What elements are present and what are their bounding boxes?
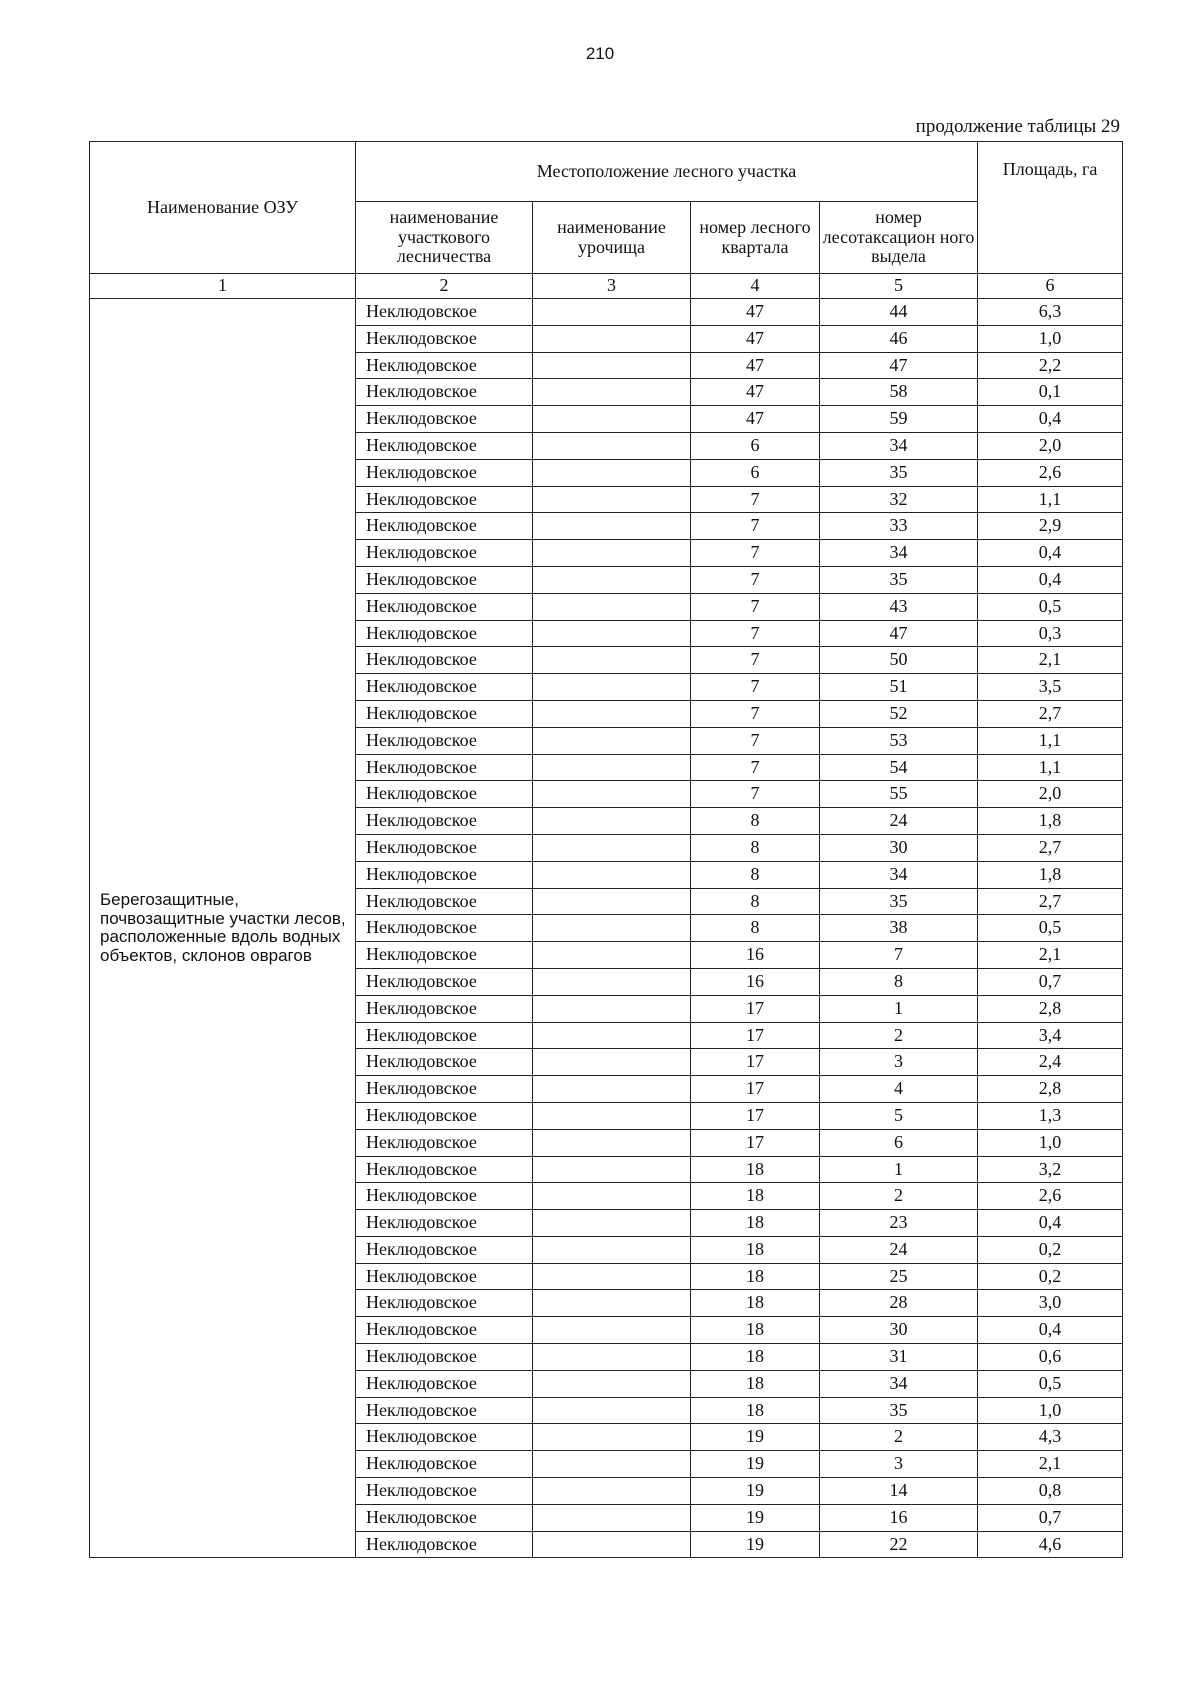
quarter-cell: 17 bbox=[691, 1129, 820, 1156]
header-quarter: номер лесного квартала bbox=[691, 202, 820, 274]
unit-cell: 50 bbox=[820, 647, 978, 674]
forestry-cell: Неклюдовское bbox=[356, 459, 533, 486]
forestry-cell: Неклюдовское bbox=[356, 1531, 533, 1558]
unit-cell: 3 bbox=[820, 1451, 978, 1478]
page-number: 210 bbox=[585, 44, 615, 63]
forestry-cell: Неклюдовское bbox=[356, 1290, 533, 1317]
forestry-cell: Неклюдовское bbox=[356, 808, 533, 835]
unit-cell: 24 bbox=[820, 1236, 978, 1263]
forestry-cell: Неклюдовское bbox=[356, 620, 533, 647]
area-cell: 0,4 bbox=[978, 1210, 1123, 1237]
unit-cell: 14 bbox=[820, 1478, 978, 1505]
area-cell: 4,6 bbox=[978, 1531, 1123, 1558]
header-area: Площадь, га bbox=[978, 142, 1123, 274]
area-cell: 2,6 bbox=[978, 1183, 1123, 1210]
area-cell: 2,8 bbox=[978, 995, 1123, 1022]
area-cell: 1,8 bbox=[978, 861, 1123, 888]
forestry-cell: Неклюдовское bbox=[356, 1344, 533, 1371]
quarter-cell: 18 bbox=[691, 1397, 820, 1424]
area-cell: 2,1 bbox=[978, 942, 1123, 969]
area-cell: 2,2 bbox=[978, 352, 1123, 379]
area-cell: 2,1 bbox=[978, 1451, 1123, 1478]
tract-cell bbox=[533, 513, 691, 540]
tract-cell bbox=[533, 1236, 691, 1263]
forestry-cell: Неклюдовское bbox=[356, 1102, 533, 1129]
quarter-cell: 7 bbox=[691, 566, 820, 593]
area-cell: 0,6 bbox=[978, 1344, 1123, 1371]
tract-cell bbox=[533, 1210, 691, 1237]
unit-cell: 7 bbox=[820, 942, 978, 969]
forestry-cell: Неклюдовское bbox=[356, 754, 533, 781]
forestry-cell: Неклюдовское bbox=[356, 834, 533, 861]
forestry-cell: Неклюдовское bbox=[356, 1263, 533, 1290]
forestry-cell: Неклюдовское bbox=[356, 727, 533, 754]
forestry-cell: Неклюдовское bbox=[356, 915, 533, 942]
tract-cell bbox=[533, 1049, 691, 1076]
area-cell: 2,0 bbox=[978, 781, 1123, 808]
header-name: Наименование ОЗУ bbox=[90, 142, 356, 274]
area-cell: 6,3 bbox=[978, 299, 1123, 326]
quarter-cell: 47 bbox=[691, 379, 820, 406]
forestry-cell: Неклюдовское bbox=[356, 1129, 533, 1156]
forestry-cell: Неклюдовское bbox=[356, 1478, 533, 1505]
tract-cell bbox=[533, 1290, 691, 1317]
forestry-cell: Неклюдовское bbox=[356, 486, 533, 513]
quarter-cell: 47 bbox=[691, 352, 820, 379]
forestry-cell: Неклюдовское bbox=[356, 325, 533, 352]
forestry-cell: Неклюдовское bbox=[356, 1049, 533, 1076]
tract-cell bbox=[533, 700, 691, 727]
quarter-cell: 6 bbox=[691, 432, 820, 459]
area-cell: 1,0 bbox=[978, 325, 1123, 352]
unit-cell: 28 bbox=[820, 1290, 978, 1317]
quarter-cell: 17 bbox=[691, 995, 820, 1022]
unit-cell: 34 bbox=[820, 861, 978, 888]
quarter-cell: 19 bbox=[691, 1478, 820, 1505]
quarter-cell: 7 bbox=[691, 593, 820, 620]
area-cell: 2,1 bbox=[978, 647, 1123, 674]
quarter-cell: 17 bbox=[691, 1049, 820, 1076]
quarter-cell: 47 bbox=[691, 325, 820, 352]
unit-cell: 55 bbox=[820, 781, 978, 808]
quarter-cell: 8 bbox=[691, 888, 820, 915]
area-cell: 0,7 bbox=[978, 968, 1123, 995]
area-cell: 2,0 bbox=[978, 432, 1123, 459]
forestry-cell: Неклюдовское bbox=[356, 1424, 533, 1451]
tract-cell bbox=[533, 781, 691, 808]
area-cell: 0,5 bbox=[978, 593, 1123, 620]
forestry-cell: Неклюдовское bbox=[356, 1156, 533, 1183]
unit-cell: 32 bbox=[820, 486, 978, 513]
forestry-cell: Неклюдовское bbox=[356, 1022, 533, 1049]
tract-cell bbox=[533, 1344, 691, 1371]
forestry-cell: Неклюдовское bbox=[356, 1076, 533, 1103]
tract-cell bbox=[533, 674, 691, 701]
unit-cell: 22 bbox=[820, 1531, 978, 1558]
forestry-cell: Неклюдовское bbox=[356, 1451, 533, 1478]
quarter-cell: 7 bbox=[691, 620, 820, 647]
area-cell: 2,6 bbox=[978, 459, 1123, 486]
quarter-cell: 7 bbox=[691, 513, 820, 540]
tract-cell bbox=[533, 1076, 691, 1103]
area-cell: 2,7 bbox=[978, 700, 1123, 727]
quarter-cell: 7 bbox=[691, 754, 820, 781]
unit-cell: 5 bbox=[820, 1102, 978, 1129]
forestry-cell: Неклюдовское bbox=[356, 942, 533, 969]
forestry-cell: Неклюдовское bbox=[356, 566, 533, 593]
quarter-cell: 8 bbox=[691, 808, 820, 835]
column-number: 2 bbox=[356, 274, 533, 299]
tract-cell bbox=[533, 486, 691, 513]
unit-cell: 34 bbox=[820, 540, 978, 567]
unit-cell: 47 bbox=[820, 620, 978, 647]
tract-cell bbox=[533, 1478, 691, 1505]
tract-cell bbox=[533, 593, 691, 620]
quarter-cell: 18 bbox=[691, 1370, 820, 1397]
header-location-group: Местоположение лесного участка bbox=[356, 142, 978, 202]
header-tract: наименование урочища bbox=[533, 202, 691, 274]
tract-cell bbox=[533, 379, 691, 406]
tract-cell bbox=[533, 808, 691, 835]
unit-cell: 2 bbox=[820, 1424, 978, 1451]
tract-cell bbox=[533, 1504, 691, 1531]
forestry-cell: Неклюдовское bbox=[356, 781, 533, 808]
table-caption: продолжение таблицы 29 bbox=[915, 116, 1120, 137]
tract-cell bbox=[533, 620, 691, 647]
unit-cell: 59 bbox=[820, 406, 978, 433]
unit-cell: 8 bbox=[820, 968, 978, 995]
area-cell: 0,3 bbox=[978, 620, 1123, 647]
quarter-cell: 18 bbox=[691, 1344, 820, 1371]
unit-cell: 34 bbox=[820, 432, 978, 459]
area-cell: 2,7 bbox=[978, 834, 1123, 861]
forestry-cell: Неклюдовское bbox=[356, 647, 533, 674]
forestry-cell: Неклюдовское bbox=[356, 540, 533, 567]
area-cell: 1,1 bbox=[978, 727, 1123, 754]
tract-cell bbox=[533, 1424, 691, 1451]
area-cell: 0,4 bbox=[978, 406, 1123, 433]
quarter-cell: 47 bbox=[691, 299, 820, 326]
unit-cell: 35 bbox=[820, 1397, 978, 1424]
table-row bbox=[90, 299, 1123, 326]
unit-cell: 4 bbox=[820, 1076, 978, 1103]
forestry-cell: Неклюдовское bbox=[356, 352, 533, 379]
tract-cell bbox=[533, 1370, 691, 1397]
area-cell: 1,3 bbox=[978, 1102, 1123, 1129]
tract-cell bbox=[533, 834, 691, 861]
unit-cell: 25 bbox=[820, 1263, 978, 1290]
quarter-cell: 6 bbox=[691, 459, 820, 486]
unit-cell: 44 bbox=[820, 299, 978, 326]
forestry-cell: Неклюдовское bbox=[356, 1370, 533, 1397]
forestry-cell: Неклюдовское bbox=[356, 888, 533, 915]
group-name-cell: Берегозащитные, почвозащитные участки лесов, расположенные вдоль водных объектов, склонов оврагов bbox=[90, 299, 356, 1558]
tract-cell bbox=[533, 352, 691, 379]
quarter-cell: 17 bbox=[691, 1022, 820, 1049]
area-cell: 2,4 bbox=[978, 1049, 1123, 1076]
unit-cell: 3 bbox=[820, 1049, 978, 1076]
forestry-cell: Неклюдовское bbox=[356, 861, 533, 888]
quarter-cell: 18 bbox=[691, 1263, 820, 1290]
quarter-cell: 8 bbox=[691, 861, 820, 888]
unit-cell: 31 bbox=[820, 1344, 978, 1371]
tract-cell bbox=[533, 915, 691, 942]
quarter-cell: 19 bbox=[691, 1504, 820, 1531]
forestry-cell: Неклюдовское bbox=[356, 593, 533, 620]
unit-cell: 6 bbox=[820, 1129, 978, 1156]
area-cell: 2,8 bbox=[978, 1076, 1123, 1103]
quarter-cell: 18 bbox=[691, 1183, 820, 1210]
forestry-cell: Неклюдовское bbox=[356, 432, 533, 459]
forestry-cell: Неклюдовское bbox=[356, 1317, 533, 1344]
unit-cell: 54 bbox=[820, 754, 978, 781]
tract-cell bbox=[533, 459, 691, 486]
forestry-cell: Неклюдовское bbox=[356, 1210, 533, 1237]
area-cell: 0,2 bbox=[978, 1263, 1123, 1290]
quarter-cell: 8 bbox=[691, 915, 820, 942]
unit-cell: 34 bbox=[820, 1370, 978, 1397]
tract-cell bbox=[533, 754, 691, 781]
area-cell: 0,5 bbox=[978, 915, 1123, 942]
column-numbers-row bbox=[90, 274, 1123, 299]
tract-cell bbox=[533, 432, 691, 459]
quarter-cell: 18 bbox=[691, 1317, 820, 1344]
column-number: 4 bbox=[691, 274, 820, 299]
area-cell: 0,5 bbox=[978, 1370, 1123, 1397]
forestry-cell: Неклюдовское bbox=[356, 968, 533, 995]
quarter-cell: 19 bbox=[691, 1424, 820, 1451]
unit-cell: 16 bbox=[820, 1504, 978, 1531]
quarter-cell: 7 bbox=[691, 486, 820, 513]
forestry-cell: Неклюдовское bbox=[356, 1236, 533, 1263]
area-cell: 1,8 bbox=[978, 808, 1123, 835]
column-number: 3 bbox=[533, 274, 691, 299]
forestry-cell: Неклюдовское bbox=[356, 1397, 533, 1424]
area-cell: 2,7 bbox=[978, 888, 1123, 915]
area-cell: 0,4 bbox=[978, 1317, 1123, 1344]
tract-cell bbox=[533, 1317, 691, 1344]
quarter-cell: 7 bbox=[691, 781, 820, 808]
tract-cell bbox=[533, 1263, 691, 1290]
forestry-cell: Неклюдовское bbox=[356, 1504, 533, 1531]
forestry-cell: Неклюдовское bbox=[356, 299, 533, 326]
unit-cell: 52 bbox=[820, 700, 978, 727]
unit-cell: 35 bbox=[820, 888, 978, 915]
area-cell: 3,5 bbox=[978, 674, 1123, 701]
tract-cell bbox=[533, 968, 691, 995]
forestry-cell: Неклюдовское bbox=[356, 379, 533, 406]
tract-cell bbox=[533, 1531, 691, 1558]
area-cell: 1,1 bbox=[978, 486, 1123, 513]
tract-cell bbox=[533, 299, 691, 326]
quarter-cell: 18 bbox=[691, 1290, 820, 1317]
quarter-cell: 7 bbox=[691, 647, 820, 674]
header-unit: номер лесотаксацион ного выдела bbox=[820, 202, 978, 274]
header-forestry: наименование участкового лесничества bbox=[356, 202, 533, 274]
area-cell: 3,4 bbox=[978, 1022, 1123, 1049]
quarter-cell: 18 bbox=[691, 1210, 820, 1237]
unit-cell: 53 bbox=[820, 727, 978, 754]
unit-cell: 35 bbox=[820, 459, 978, 486]
area-cell: 0,8 bbox=[978, 1478, 1123, 1505]
forestry-cell: Неклюдовское bbox=[356, 406, 533, 433]
unit-cell: 1 bbox=[820, 995, 978, 1022]
area-cell: 2,9 bbox=[978, 513, 1123, 540]
area-cell: 0,7 bbox=[978, 1504, 1123, 1531]
unit-cell: 51 bbox=[820, 674, 978, 701]
unit-cell: 38 bbox=[820, 915, 978, 942]
column-number: 6 bbox=[978, 274, 1123, 299]
tract-cell bbox=[533, 995, 691, 1022]
area-cell: 0,4 bbox=[978, 566, 1123, 593]
tract-cell bbox=[533, 1397, 691, 1424]
tract-cell bbox=[533, 406, 691, 433]
forestry-cell: Неклюдовское bbox=[356, 700, 533, 727]
area-cell: 1,0 bbox=[978, 1397, 1123, 1424]
area-cell: 0,2 bbox=[978, 1236, 1123, 1263]
area-cell: 3,2 bbox=[978, 1156, 1123, 1183]
tract-cell bbox=[533, 566, 691, 593]
quarter-cell: 7 bbox=[691, 674, 820, 701]
column-number: 5 bbox=[820, 274, 978, 299]
quarter-cell: 18 bbox=[691, 1156, 820, 1183]
tract-cell bbox=[533, 942, 691, 969]
area-cell: 0,4 bbox=[978, 540, 1123, 567]
quarter-cell: 7 bbox=[691, 540, 820, 567]
quarter-cell: 17 bbox=[691, 1076, 820, 1103]
tract-cell bbox=[533, 861, 691, 888]
unit-cell: 47 bbox=[820, 352, 978, 379]
column-number: 1 bbox=[90, 274, 356, 299]
quarter-cell: 16 bbox=[691, 968, 820, 995]
tract-cell bbox=[533, 1451, 691, 1478]
tract-cell bbox=[533, 1183, 691, 1210]
quarter-cell: 19 bbox=[691, 1531, 820, 1558]
quarter-cell: 18 bbox=[691, 1236, 820, 1263]
quarter-cell: 47 bbox=[691, 406, 820, 433]
unit-cell: 46 bbox=[820, 325, 978, 352]
unit-cell: 43 bbox=[820, 593, 978, 620]
unit-cell: 30 bbox=[820, 1317, 978, 1344]
quarter-cell: 16 bbox=[691, 942, 820, 969]
area-cell: 3,0 bbox=[978, 1290, 1123, 1317]
quarter-cell: 7 bbox=[691, 727, 820, 754]
tract-cell bbox=[533, 1129, 691, 1156]
tract-cell bbox=[533, 1156, 691, 1183]
unit-cell: 24 bbox=[820, 808, 978, 835]
tract-cell bbox=[533, 325, 691, 352]
unit-cell: 33 bbox=[820, 513, 978, 540]
tract-cell bbox=[533, 647, 691, 674]
quarter-cell: 19 bbox=[691, 1451, 820, 1478]
unit-cell: 35 bbox=[820, 566, 978, 593]
tract-cell bbox=[533, 727, 691, 754]
forestry-cell: Неклюдовское bbox=[356, 674, 533, 701]
quarter-cell: 17 bbox=[691, 1102, 820, 1129]
unit-cell: 1 bbox=[820, 1156, 978, 1183]
area-cell: 0,1 bbox=[978, 379, 1123, 406]
unit-cell: 23 bbox=[820, 1210, 978, 1237]
quarter-cell: 8 bbox=[691, 834, 820, 861]
quarter-cell: 7 bbox=[691, 700, 820, 727]
unit-cell: 58 bbox=[820, 379, 978, 406]
forest-plots-table bbox=[89, 141, 1123, 1558]
tract-cell bbox=[533, 1022, 691, 1049]
tract-cell bbox=[533, 540, 691, 567]
tract-cell bbox=[533, 1102, 691, 1129]
tract-cell bbox=[533, 888, 691, 915]
forestry-cell: Неклюдовское bbox=[356, 1183, 533, 1210]
unit-cell: 30 bbox=[820, 834, 978, 861]
area-cell: 1,0 bbox=[978, 1129, 1123, 1156]
forestry-cell: Неклюдовское bbox=[356, 995, 533, 1022]
area-cell: 4,3 bbox=[978, 1424, 1123, 1451]
unit-cell: 2 bbox=[820, 1022, 978, 1049]
unit-cell: 2 bbox=[820, 1183, 978, 1210]
forestry-cell: Неклюдовское bbox=[356, 513, 533, 540]
area-cell: 1,1 bbox=[978, 754, 1123, 781]
